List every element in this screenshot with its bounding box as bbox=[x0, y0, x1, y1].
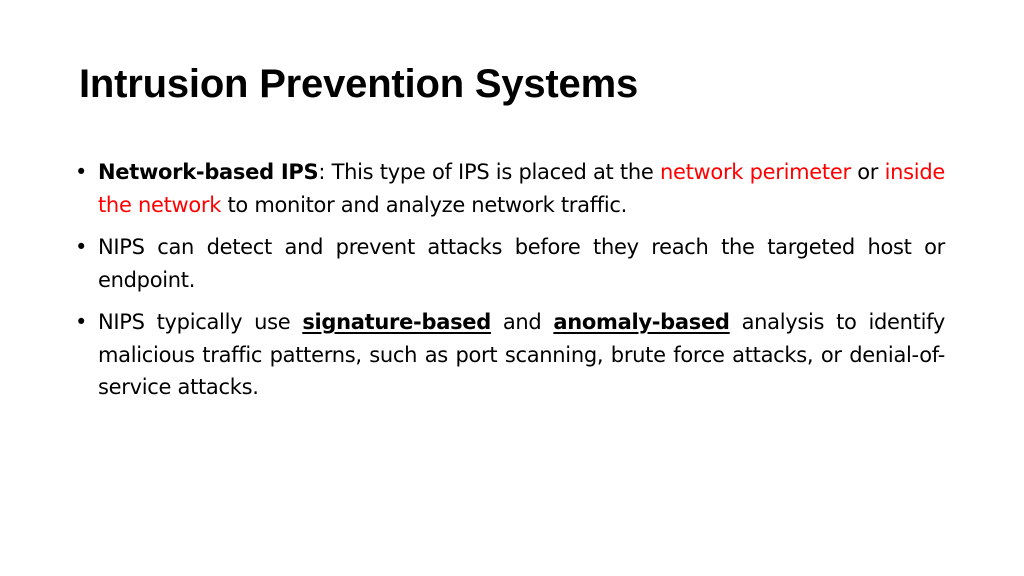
bullet-dot-icon: • bbox=[75, 160, 88, 184]
term-network-based-ips: Network-based IPS bbox=[98, 160, 319, 184]
bullet-nips-detect bbox=[75, 231, 945, 296]
colon-text: : bbox=[318, 160, 326, 184]
bullet-text: to monitor and analyze network traffic. bbox=[221, 192, 628, 217]
term-signature-based: signature-based bbox=[302, 310, 491, 334]
bullet-text: analysis to identify malicious traffic patterns, such as port scanning, brute force attacks, or denial-of-service attacks. bbox=[98, 310, 946, 399]
bullet-text: NIPS typically use bbox=[98, 310, 303, 334]
bullet-list bbox=[75, 156, 945, 414]
highlight-inside-the-network: inside the network bbox=[98, 160, 945, 217]
term-anomaly-based: anomaly-based bbox=[553, 310, 730, 334]
slide-title: Intrusion Prevention Systems bbox=[79, 62, 638, 106]
bullet-network-based-ips bbox=[75, 156, 945, 221]
highlight-network-perimeter: network perimeter bbox=[659, 160, 851, 184]
bullet-text: or bbox=[850, 160, 885, 184]
bullet-dot-icon: • bbox=[75, 235, 88, 259]
bullet-text: NIPS can detect and prevent attacks before they reach the targeted host or endpoint. bbox=[98, 235, 945, 292]
bullet-text: and bbox=[490, 310, 554, 334]
bullet-nips-analysis bbox=[75, 306, 945, 404]
bullet-dot-icon: • bbox=[75, 310, 88, 334]
bullet-text: This type of IPS is placed at the bbox=[325, 160, 660, 184]
